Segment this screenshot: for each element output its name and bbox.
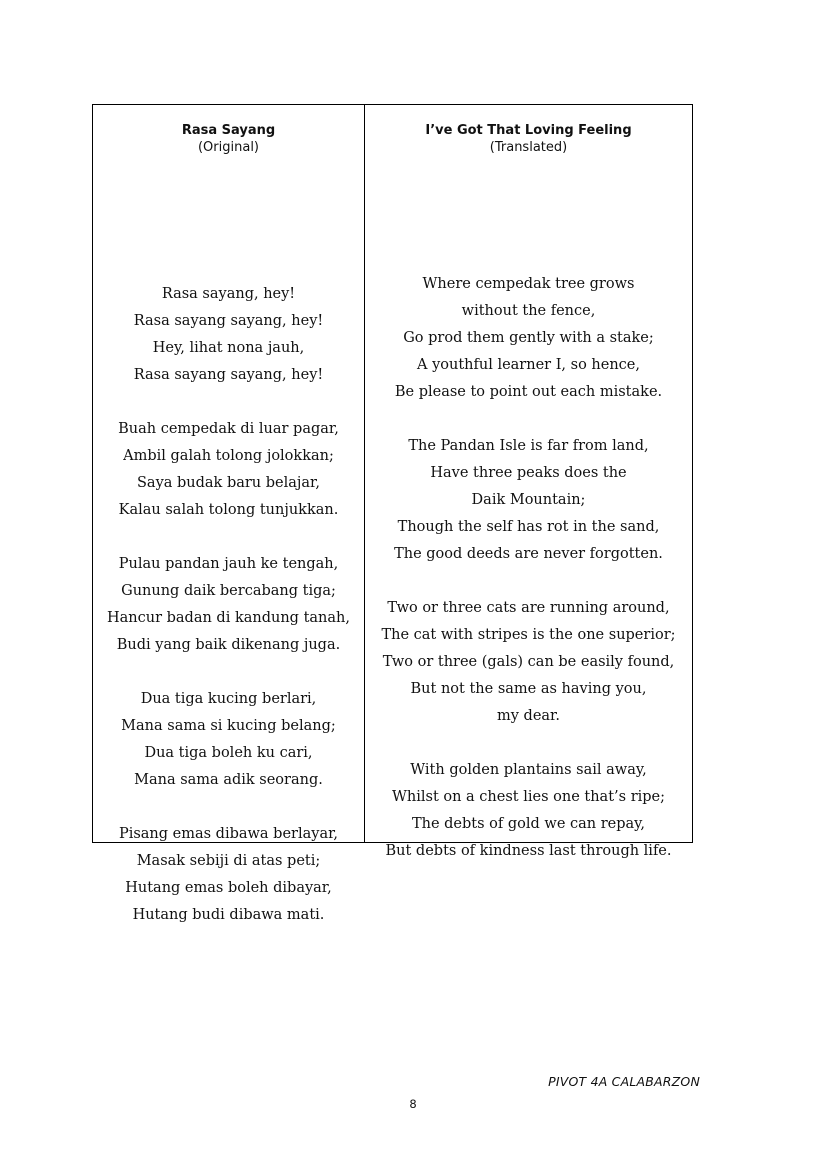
translated-stanza (365, 271, 692, 406)
poem-line: Saya budak baru belajar, (136, 475, 320, 491)
poem-line: Dua tiga boleh ku cari, (144, 745, 313, 761)
translated-poem-column (365, 105, 692, 859)
poem-line: Pisang emas dibawa berlayar, (118, 826, 339, 842)
poem-line: Kalau salah tolong tunjukkan. (118, 502, 339, 518)
poem-line: Daik Mountain; (471, 492, 586, 508)
poem-line: Hey, lihat nona jauh, (152, 340, 305, 356)
translated-stanzas (365, 271, 692, 892)
original-stanzas (93, 281, 364, 956)
poem-line: With golden plantains sail away, (410, 762, 647, 778)
original-stanza (93, 416, 364, 524)
translated-poem-subtitle: (Translated) (489, 140, 568, 155)
poem-line: Two or three cats are running around, (387, 600, 670, 616)
poem-line: my dear. (496, 708, 560, 724)
poem-line: A youthful learner I, so hence, (416, 357, 640, 373)
translated-poem-title: I’ve Got That Loving Feeling (425, 123, 632, 138)
poem-line: Rasa sayang, hey! (161, 286, 296, 302)
poem-line: Dua tiga kucing berlari, (140, 691, 317, 707)
poem-comparison-table (92, 104, 693, 923)
poem-line: The cat with stripes is the one superior; (381, 627, 676, 643)
poem-line: Buah cempedak di luar pagar, (118, 421, 339, 437)
original-stanza (93, 281, 364, 389)
poem-line: Go prod them gently with a stake; (403, 330, 654, 346)
original-stanza (93, 551, 364, 659)
poem-line: Rasa sayang sayang, hey! (133, 367, 324, 383)
poem-line: Two or three (gals) can be easily found, (382, 654, 675, 670)
poem-line: Hutang emas boleh dibayar, (125, 880, 332, 896)
poem-line: Budi yang baik dikenang juga. (116, 637, 341, 653)
poem-line: But not the same as having you, (410, 681, 647, 697)
original-poem-header (93, 122, 364, 156)
poem-line: The Pandan Isle is far from land, (408, 438, 649, 454)
poem-line: Where cempedak tree grows (422, 276, 635, 292)
translated-stanza (365, 595, 692, 730)
poem-line: Rasa sayang sayang, hey! (133, 313, 324, 329)
poem-line: Pulau pandan jauh ke tengah, (118, 556, 339, 572)
poem-line: without the fence, (461, 303, 596, 319)
original-poem-title: Rasa Sayang (181, 123, 276, 138)
poem-line: But debts of kindness last through life. (385, 843, 672, 859)
poem-line: Have three peaks does the (430, 465, 627, 481)
poem-line: Mana sama si kucing belang; (121, 718, 336, 734)
original-stanza (93, 821, 364, 929)
translated-poem-header (365, 122, 692, 156)
poem-line: Ambil galah tolong jolokkan; (123, 448, 334, 464)
poem-line: Mana sama adik seorang. (134, 772, 323, 788)
poem-line: The debts of gold we can repay, (411, 816, 646, 832)
translated-stanza (365, 433, 692, 568)
original-stanza (93, 686, 364, 794)
poem-line: Hancur badan di kandung tanah, (107, 610, 350, 626)
poem-line: Hutang budi dibawa mati. (132, 907, 325, 923)
original-poem-column (93, 105, 365, 923)
poem-line: Masak sebiji di atas peti; (136, 853, 321, 869)
original-poem-subtitle: (Original) (197, 140, 259, 155)
page-number: 8 (409, 1097, 417, 1111)
translated-stanza (365, 757, 692, 865)
footer-organization: PIVOT 4A CALABARZON (548, 1074, 700, 1089)
poem-line: Though the self has rot in the sand, (397, 519, 660, 535)
poem-line: Whilst on a chest lies one that’s ripe; (391, 789, 666, 805)
poem-line: Gunung daik bercabang tiga; (121, 583, 336, 599)
poem-line: Be please to point out each mistake. (394, 384, 663, 400)
poem-line: The good deeds are never forgotten. (394, 546, 663, 562)
